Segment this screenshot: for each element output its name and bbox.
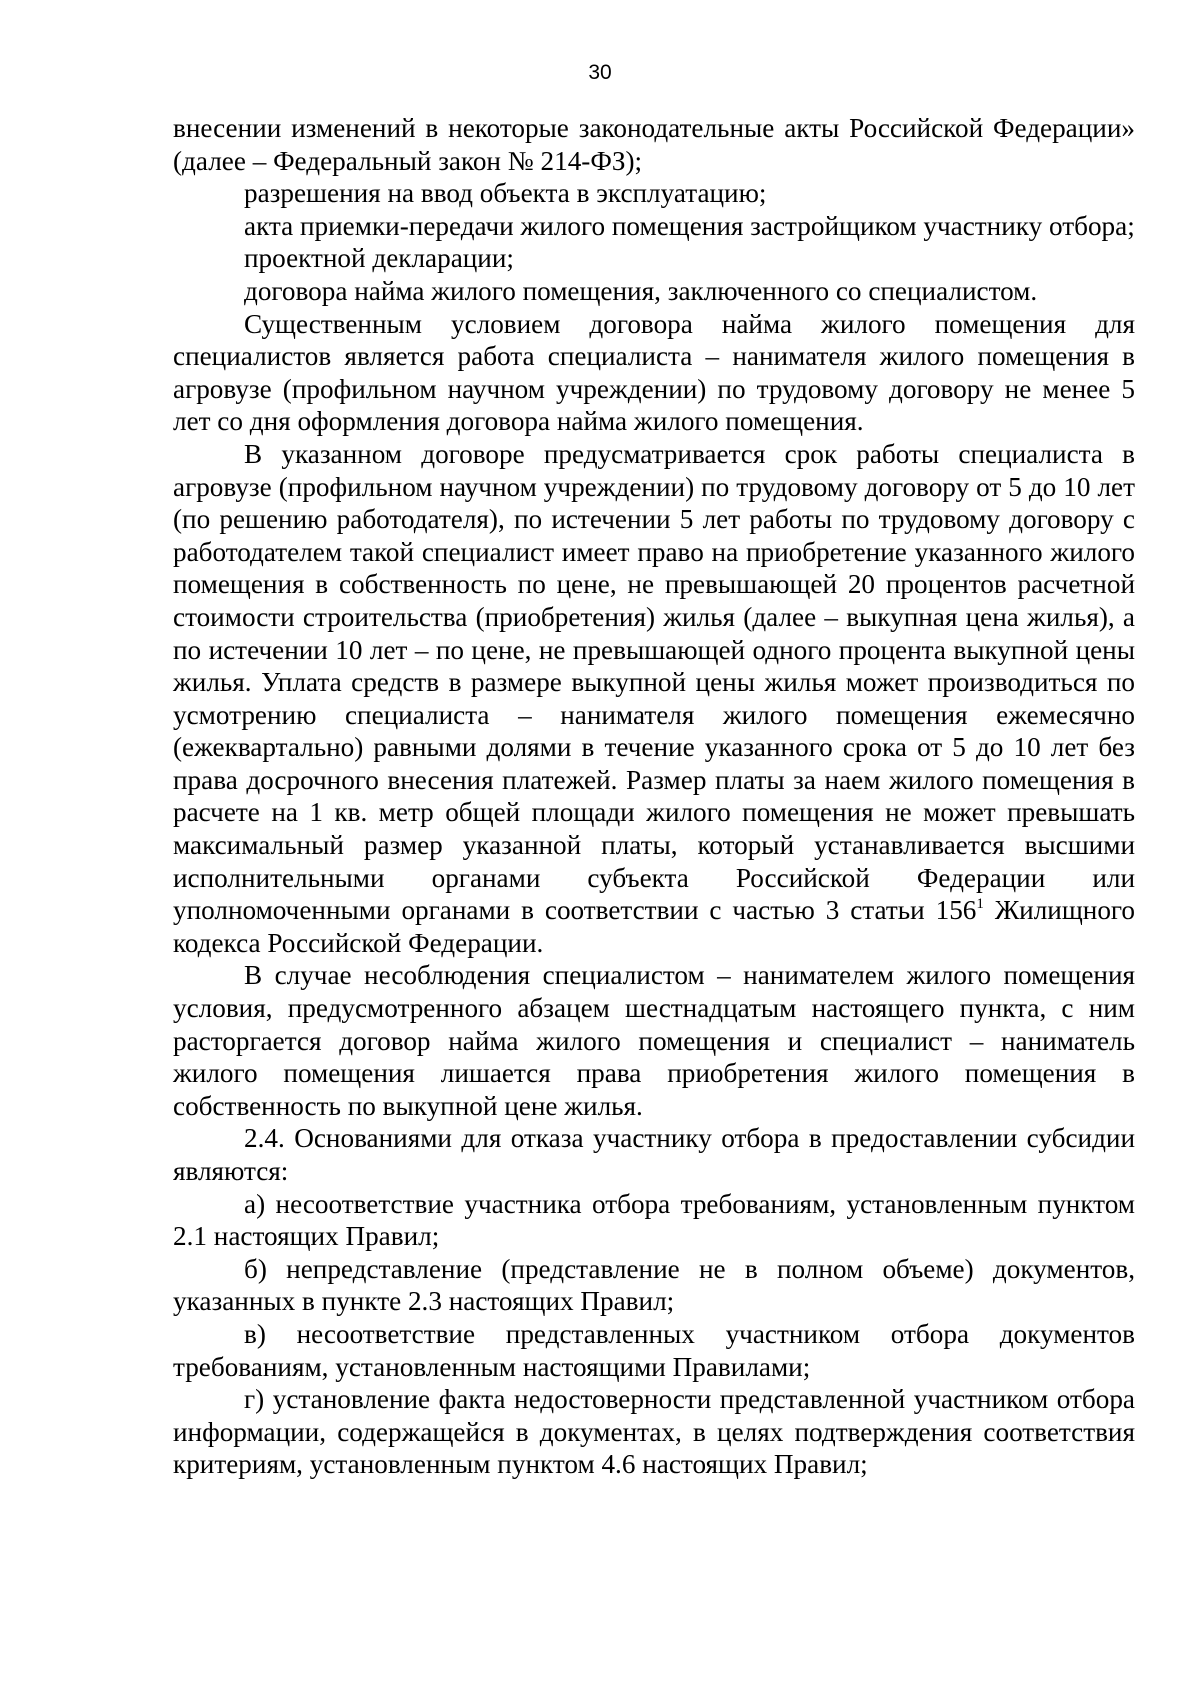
paragraph-continuation: внесении изменений в некоторые законодательные акты Российской Федерации» (далее – Федеральный закон № 214-ФЗ); [173, 113, 1135, 176]
paragraph-list-item: проектной декларации; [244, 243, 514, 274]
paragraph-list-item: разрешения на ввод объекта в эксплуатацию; [244, 178, 767, 209]
paragraph-text: Жилищного кодекса Российской Федерации. [173, 895, 1135, 958]
paragraph: Существенным условием договора найма жилого помещения для специалистов является работа специалиста – нанимателя жилого помещения в агровузе (профильном научном учреждении) по трудовому договору не менее 5 лет со дня оформления договора найма жилого помещения. [173, 308, 1135, 437]
paragraph-list-item: договора найма жилого помещения, заключенного со специалистом. [244, 275, 1038, 306]
paragraph-list-item: а) несоответствие участника отбора требованиям, установленным пунктом 2.1 настоящих Правил; [173, 1188, 1135, 1252]
paragraph-list-item: г) установление факта недостоверности представленной участником отбора информации, содержащейся в документах, в целях подтверждения соответствия критериям, установленным пунктом 4.6 настоящих Правил; [173, 1384, 1135, 1480]
superscript-mark: 1 [976, 896, 984, 913]
paragraph-section-heading: 2.4. Основаниями для отказа участнику отбора в предоставлении субсидии являются: [173, 1123, 1135, 1186]
paragraph-list-item: акта приемки-передачи жилого помещения застройщиком участнику отбора; [244, 210, 1135, 241]
paragraph-list-item: в) несоответствие представленных участником отбора документов требованиям, установленным настоящими Правилами; [173, 1318, 1135, 1382]
paragraph-list-item: б) непредставление (представление не в полном объеме) документов, указанных в пункте 2.3 настоящих Правил; [173, 1253, 1135, 1317]
paragraph: В случае несоблюдения специалистом – нанимателем жилого помещения условия, предусмотренного абзацем шестнадцатым настоящего пункта, с ним расторгается договор найма жилого помещения и специалист – наниматель жилого помещения лишается права приобретения жилого помещения в собственность по выкупной цене жилья. [173, 960, 1135, 1121]
paragraph-with-footnote [173, 438, 1135, 960]
paragraph-text: В указанном договоре предусматривается срок работы специалиста в агровузе (профильном научном учреждении) по трудовому договору от 5 до 10 лет (по решению работодателя), по истечении 5 лет работы по трудовому договору с работодателем такой специалист имеет право на приобретение указанного жилого помещения в собственность по цене, не превышающей 20 процентов расчетной стоимости строительства (приобретения) жилья (далее – выкупная цена жилья), а по истечении 10 лет – по цене, не превышающей одного процента выкупной цены жилья. Уплата средств в размере выкупной цены жилья может производиться по усмотрению специалиста – нанимателя жилого помещения ежемесячно (ежеквартально) равными долями в течение указанного срока от 5 до 10 лет без права досрочного внесения платежей. Размер платы за наем жилого помещения в расчете на 1 кв. метр общей площади жилого помещения не может превышать максимальный размер указанной платы, который устанавливается высшими исполнительными органами субъекта Российской Федерации или уполномоченными органами в соответствии с частью 3 статьи 156 [173, 438, 1135, 926]
page-number: 30 [588, 61, 612, 84]
document-body [173, 112, 1135, 1481]
